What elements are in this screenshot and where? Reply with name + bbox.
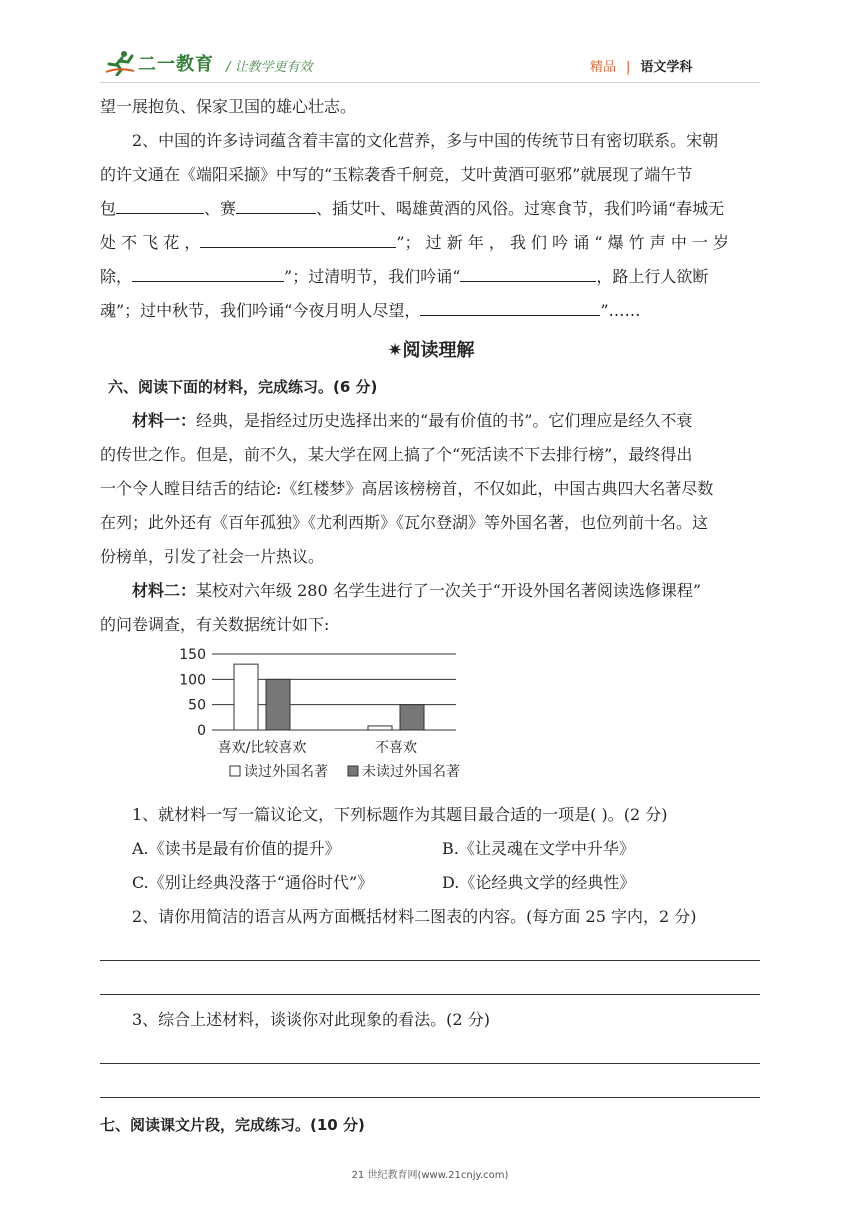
logo-text: 二一教育 [138,54,214,75]
legend-label: 读过外国名著 [244,764,328,780]
brand-quality: 精品 [590,60,617,75]
bar [266,679,290,730]
logo [104,50,214,76]
section-title: ✷阅读理解 [387,340,475,361]
answer-line[interactable] [100,1097,760,1098]
option-a[interactable]: A.《读书是最有价值的提升》 [132,839,341,858]
q2-line-5: 除， ”；过清明节，我们吟诵“ ，路上行人欲断 [100,260,762,294]
answer-blank[interactable] [420,297,600,316]
answer-blank[interactable] [200,229,396,248]
answer-blank[interactable] [132,263,284,282]
material-2-line-1: 材料二：某校对六年级 280 名学生进行了一次关于“开设外国名著阅读选修课程” [132,581,702,600]
answer-line[interactable] [100,994,760,995]
legend-label: 未读过外国名著 [362,764,460,780]
slogan: / 让教学更有效 [226,60,313,75]
options-row-1 [100,832,762,866]
para-top: 望一展抱负、保家卫国的雄心壮志。 [100,97,357,116]
material-1-line-4: 在列；此外还有《百年孤独》《尤利西斯》《瓦尔登湖》等外国名著，也位列前十名。这 [100,513,709,532]
q2-line-3: 包 、赛 、插艾叶、喝雄黄酒的风俗。过寒食节，我们吟诵“春城无 [100,192,762,226]
option-d[interactable]: D.《论经典文学的经典性》 [442,873,636,892]
answer-blank[interactable] [236,195,316,214]
y-tick-label: 100 [179,672,206,689]
sub-question-1: 1、就材料一写一篇议论文，下列标题作为其题目最合适的一项是( )。(2 分) [132,805,668,824]
q2-line-4: 处 不 飞 花 ， ”； 过 新 年 ， 我 们 吟 诵 “ 爆 竹 声 中 一 岁 [100,226,762,260]
answer-blank[interactable] [460,263,596,282]
answer-blank[interactable] [116,195,204,214]
subject-label: 语文学科 [640,60,693,75]
survey-bar-chart [100,646,762,796]
option-b[interactable]: B.《让灵魂在文学中升华》 [442,839,635,858]
q6-title: 六、阅读下面的材料，完成练习。(6 分) [108,378,378,396]
sub-question-3: 3、综合上述材料，谈谈你对此现象的看法。(2 分) [132,1010,490,1029]
material-1-line-5: 份榜单，引发了社会一片热议。 [100,547,325,566]
brand-label [590,56,692,75]
q2-line-2: 的许文通在《端阳采撷》中写的“玉粽袭香千舸竞，艾叶黄酒可驱邪”就展现了端午节 [100,165,693,184]
page-header [0,0,860,90]
brand-separator: | [626,60,631,75]
footer-source: 21 世纪教育网(www.21cnjy.com) [351,1170,509,1181]
y-tick-label: 50 [188,697,206,714]
runner-logo-icon [104,50,136,76]
x-category-label: 喜欢/比较喜欢 [217,740,307,756]
q2-line-6: 魂”；过中秋节，我们吟诵“今夜月明人尽望， ”…… [100,294,762,328]
q2-line-1: 2、中国的许多诗词蕴含着丰富的文化营养，多与中国的传统节日有密切联系。宋朝 [132,131,719,150]
x-category-label: 不喜欢 [375,740,417,756]
material-2-line-2: 的问卷调查，有关数据统计如下: [100,615,330,634]
header-divider [100,82,760,83]
answer-line[interactable] [100,1063,760,1064]
material-1-line-1: 材料一：经典，是指经过历史选择出来的“最有价值的书”。它们理应是经久不衰 [132,411,693,430]
legend-swatch [348,766,358,776]
bar [400,705,424,730]
sub-question-2: 2、请你用简洁的语言从两方面概括材料二图表的内容。(每方面 25 字内，2 分) [132,907,697,926]
options-row-2 [100,866,762,900]
legend-swatch [230,766,240,776]
y-tick-label: 150 [179,647,206,663]
worksheet-content [100,90,762,1142]
option-c[interactable]: C.《别让经典没落于“通俗时代”》 [132,873,374,892]
bar [234,664,258,730]
y-tick-label: 0 [197,723,206,739]
answer-line[interactable] [100,960,760,961]
material-1-line-2: 的传世之作。但是，前不久，某大学在网上搞了个“死活读不下去排行榜”，最终得出 [100,445,693,464]
material-1-line-3: 一个令人瞠目结舌的结论:《红楼梦》高居该榜榜首，不仅如此，中国古典四大名著尽数 [100,479,714,498]
bar [368,726,392,730]
q7-title: 七、阅读课文片段，完成练习。(10 分) [100,1116,365,1134]
